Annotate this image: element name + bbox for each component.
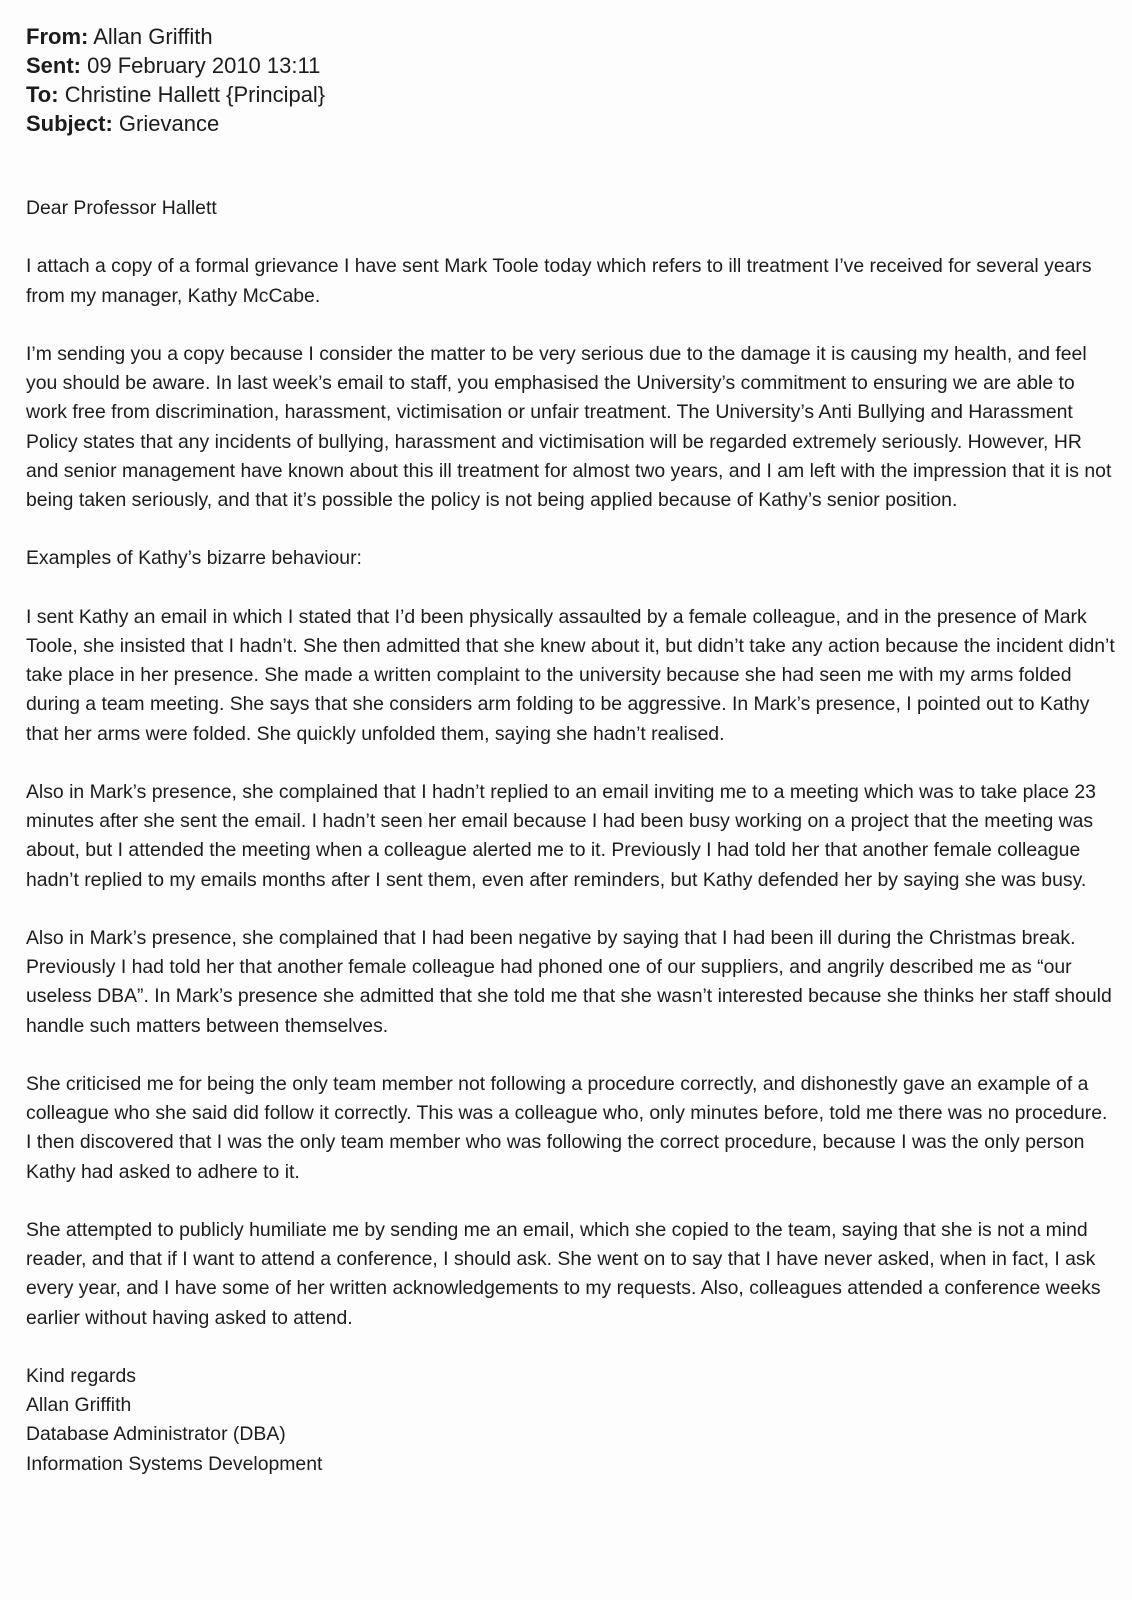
paragraph-example-conference: She attempted to publicly humiliate me by sending me an email, which she copied to the team, saying that she is not a mind reader, and that if I want to attend a conference, I should ask. She went on to say that I have never asked, when in fact, I ask every year, and I have some of her written acknowledgements to my requests. Also, colleagues attended a conference weeks earlier without having asked to attend. [26,1218,1101,1329]
to-row [26,80,325,109]
email-header [26,22,325,138]
paragraph-example-meeting: Also in Mark’s presence, she complained that I hadn’t replied to an email inviting me to a meeting which was to take place 23 minutes after she sent the email. I hadn’t seen her email because I had been busy working on a project that the meeting was about, but I attended the meeting when a colleague alerted me to it. Previously I had told her that another female colleague hadn’t replied to my emails months after I sent them, even after reminders, but Kathy defended her by saying she was busy. [26,780,1096,891]
salutation: Dear Professor Hallett [26,197,217,219]
paragraph-example-christmas: Also in Mark’s presence, she complained that I had been negative by saying that I had been ill during the Christmas break. Previously I had told her that another female colleague had phoned one of our suppliers, and angrily described me as “our useless DBA”. In Mark’s presence she admitted that she told me that she wasn’t interested because she thinks her staff should handle such matters between themselves. [26,926,1112,1037]
paragraph-intro: I attach a copy of a formal grievance I have sent Mark Toole today which refers to ill treatment I’ve received for several years from my manager, Kathy McCabe. [26,255,1092,307]
subject-value: Grievance [118,111,220,136]
signature-block [26,1362,1116,1479]
paragraph-examples-heading: Examples of Kathy’s bizarre behaviour: [26,547,362,570]
paragraph-reason: I’m sending you a copy because I consider the matter to be very serious due to the damage it is causing my health, and feel you should be aware. In last week’s email to staff, you emphasised the University’s commitment to ensuring we are able to work free from discrimination, harassment, victimisation or unfair treatment. The University’s Anti Bullying and Harassment Policy states that any incidents of bullying, harassment and victimisation will be regarded extremely seriously. However, HR and senior management have known about this ill treatment for almost two years, and I am left with the impression that it is not being taken seriously, and that it’s possible the policy is not being applied because of Kathy’s senior position. [26,342,1112,511]
signature-closing: Kind regards [26,1364,136,1387]
to-value: Christine Hallett {Principal} [64,82,326,107]
sent-value: 09 February 2010 13:11 [87,53,321,78]
to-label: To: [26,82,59,107]
signature-title: Database Administrator (DBA) [26,1423,286,1446]
paragraph-example-assault: I sent Kathy an email in which I stated that I’d been physically assaulted by a female colleague, and in the presence of Mark Toole, she insisted that I hadn’t. She then admitted that she knew about it, but didn’t take any action because the incident didn’t take place in her presence. She made a written complaint to the university because she had seen me with my arms folded during a team meeting. She says that she considers arm folding to be aggressive. In Mark’s presence, I pointed out to Kathy that her arms were folded. She quickly unfolded them, saying she hadn’t realised. [26,605,1115,745]
sent-label: Sent: [26,53,81,78]
from-label: From: [26,24,89,49]
signature-name: Allan Griffith [26,1394,132,1417]
from-value: Allan Griffith [93,24,213,49]
sent-row [26,51,325,80]
signature-department: Information Systems Development [26,1452,323,1475]
subject-label: Subject: [26,111,113,136]
paragraph-example-procedure: She criticised me for being the only team member not following a procedure correctly, and dishonestly gave an example of a colleague who she said did follow it correctly. This was a colleague who, only minutes before, told me there was no procedure. I then discovered that I was the only team member who was following the correct procedure, because I was the only person Kathy had asked to adhere to it. [26,1072,1108,1183]
from-row [26,22,325,51]
subject-row [26,109,325,138]
email-body [26,194,1116,1479]
